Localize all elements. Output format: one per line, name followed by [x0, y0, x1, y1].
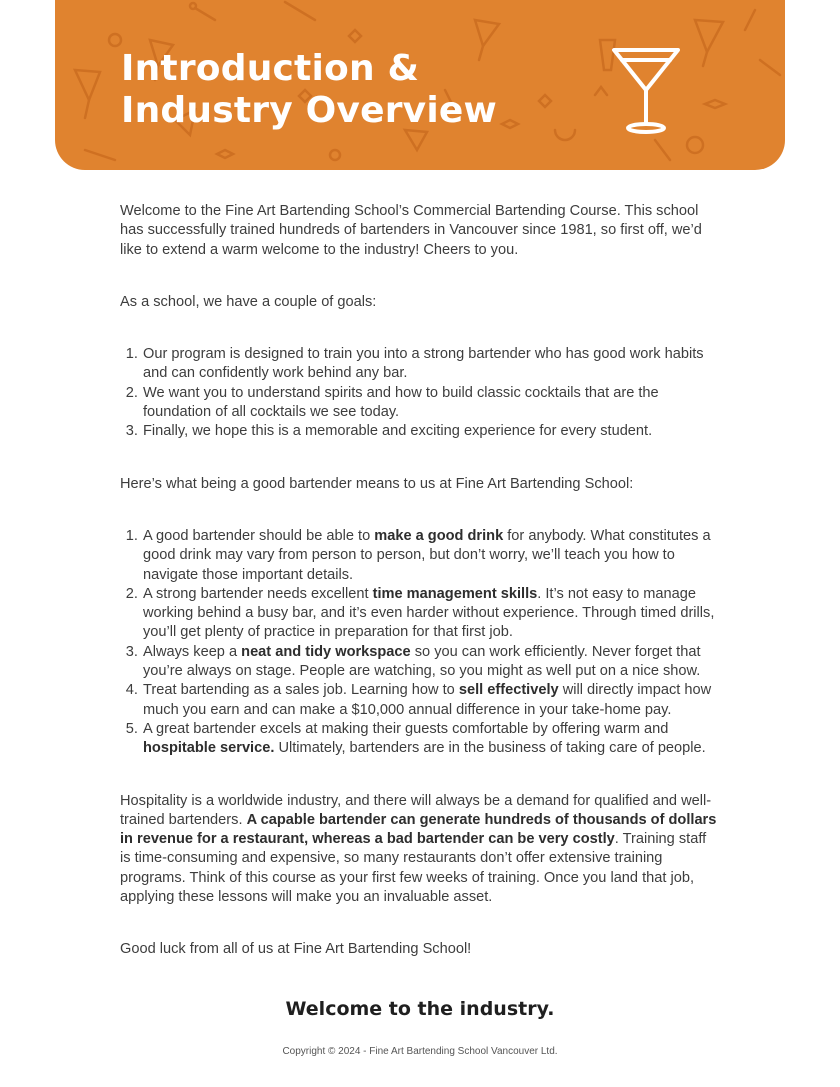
quality-item: 5. A great bartender excels at making their guests comfortable by offering warm and hospitable service. Ultimately, bartenders are in the business of taking care of people. — [142, 720, 720, 759]
good-luck-paragraph: Good luck from all of us at Fine Art Bartending School! — [120, 941, 472, 958]
main-content — [120, 202, 720, 960]
goal-item: 2. We want you to understand spirits and how to build classic cocktails that are the foundation of all cocktails we see today. — [142, 384, 720, 423]
copyright-footer: Copyright © 2024 - Fine Art Bartending School Vancouver Ltd. — [282, 1046, 558, 1057]
hospitality-paragraph: Hospitality is a worldwide industry, and there will always be a demand for qualified and well-trained bartenders. A capable bartender can generate hundreds of thousands of dollars in revenue for a restaurant, whereas a bad bartender can be very costly. Training staff is time-consuming and expensive, so many restaurants don’t offer extensive training programs. Think of this course as your first few weeks of training. Once you land that job, applying these lessons will make you an invaluable asset. — [120, 792, 717, 906]
page-title-line-2: Industry Overview — [121, 90, 497, 131]
closing-heading: Welcome to the industry. — [285, 998, 555, 1020]
quality-item: 1. A good bartender should be able to make a good drink for anybody. What constitutes a good drink may vary from person to person, but don’t worry, we’ll teach you how to navigate those important details. — [142, 527, 720, 585]
quality-item: 3. Always keep a neat and tidy workspace so you can work efficiently. Never forget that you’re always on stage. People are watching, so you might as well put on a nice show. — [142, 643, 720, 682]
goals-intro: As a school, we have a couple of goals: — [120, 293, 377, 310]
goal-item: 3. Finally, we hope this is a memorable and exciting experience for every student. — [142, 422, 720, 441]
martini-glass-icon — [610, 44, 682, 136]
page-title-line-1: Introduction & — [121, 48, 420, 89]
good-bartender-intro: Here’s what being a good bartender means to us at Fine Art Bartending School: — [120, 475, 634, 492]
quality-item: 2. A strong bartender needs excellent time management skills. It’s not easy to manage working behind a busy bar, and it’s even harder without experience. Through timed drills, you’ll get plenty of practice in preparation for that first job. — [142, 585, 720, 643]
goal-item: 1. Our program is designed to train you into a strong bartender who has good work habits and can confidently work behind any bar. — [142, 345, 720, 384]
quality-item: 4. Treat bartending as a sales job. Learning how to sell effectively will directly impact how much you earn and can make a $10,000 annual difference in your take-home pay. — [142, 681, 720, 720]
header-banner — [55, 0, 785, 170]
page-title — [121, 48, 497, 132]
intro-paragraph: Welcome to the Fine Art Bartending School’s Commercial Bartending Course. This school has successfully trained hundreds of bartenders in Vancouver since 1981, so first off, we’d like to extend a warm welcome to the industry! Cheers to you. — [120, 203, 702, 258]
qualities-list — [120, 527, 720, 759]
goals-list — [120, 345, 720, 441]
